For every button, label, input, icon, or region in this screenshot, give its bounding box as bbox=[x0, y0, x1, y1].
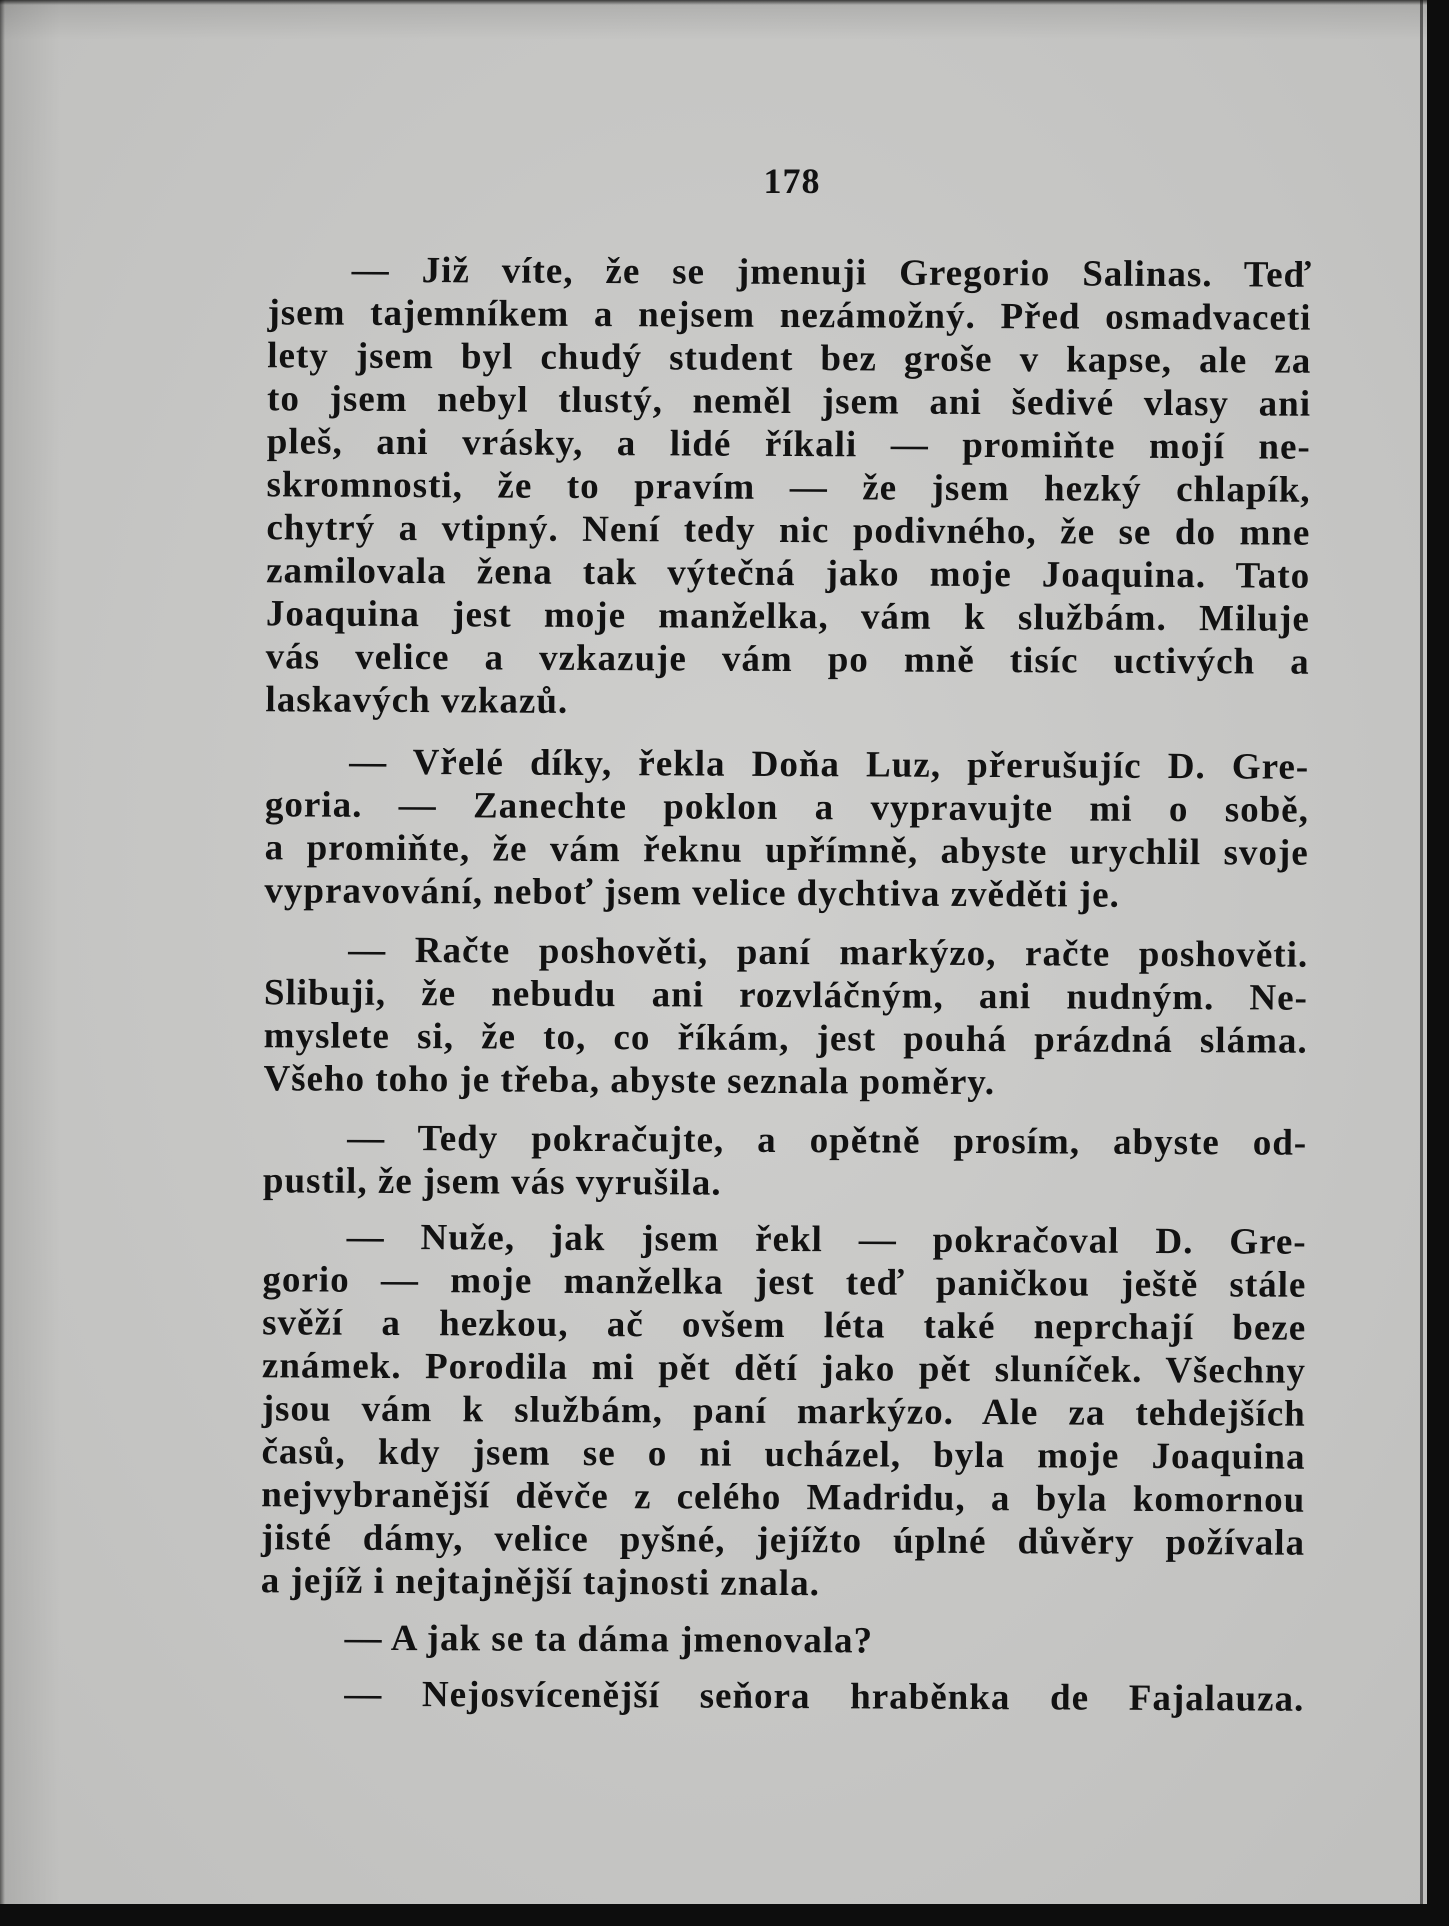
scan-edge-top bbox=[0, 0, 1449, 5]
text-line: a jejíž i nejtajnější tajnosti znala. bbox=[260, 1560, 820, 1605]
text-line: jsou vám k službám, paní markýzo. Ale za tehdejších bbox=[261, 1388, 1306, 1435]
text-line: jisté dámy, velice pyšné, jejížto úplné důvěry požívala bbox=[260, 1517, 1306, 1564]
paragraph bbox=[261, 1215, 1307, 1607]
text-line: pleš, ani vrásky, a lidé říkali — promiňte mojí ne- bbox=[266, 421, 1311, 468]
text-line: známek. Porodila mi pět dětí jako pět sluníček. Všechny bbox=[261, 1345, 1307, 1392]
paragraph bbox=[263, 1116, 1307, 1207]
text-line: — Vřelé díky, řekla Doňa Luz, přerušujíc D. Gre- bbox=[349, 741, 1310, 788]
paragraph bbox=[265, 248, 1311, 726]
paragraph bbox=[264, 740, 1309, 917]
text-line: Všeho toho je třeba, abyste seznala poměry. bbox=[263, 1058, 996, 1104]
body-text bbox=[260, 248, 1312, 1720]
text-line: — Račte poshověti, paní markýzo, račte poshověti. bbox=[348, 929, 1309, 976]
text-line: nejvybranější děvče z celého Madridu, a byla komornou bbox=[261, 1474, 1306, 1521]
page-number: 178 bbox=[763, 161, 821, 201]
text-line: zamilovala žena tak výtečná jako moje Joaquina. Tato bbox=[266, 550, 1311, 597]
text-line: goria. — Zanechte poklon a vypravujte mi o sobě, bbox=[264, 784, 1310, 831]
text-line: — Nuže, jak jsem řekl — pokračoval D. Gre- bbox=[346, 1216, 1307, 1263]
scan-edge-right bbox=[1427, 0, 1449, 1926]
text-line: — A jak se ta dáma jmenovala? bbox=[344, 1617, 874, 1662]
text-line: skromnosti, že to pravím — že jsem hezký chlapík, bbox=[266, 464, 1311, 511]
text-line: — Již víte, že se jmenuji Gregorio Salinas. Teď bbox=[351, 249, 1312, 296]
scan-edge-bottom bbox=[0, 1904, 1449, 1926]
text-line: a promiňte, že vám řeknu upřímně, abyste urychlil svoje bbox=[264, 827, 1309, 874]
paragraph bbox=[263, 928, 1308, 1105]
text-line: vás velice a vzkazuje vám po mně tisíc uctivých a bbox=[265, 636, 1310, 683]
text-line: to jsem nebyl tlustý, neměl jsem ani šedivé vlasy ani bbox=[266, 378, 1312, 425]
text-line: — Tedy pokračujte, a opětně prosím, abyste od- bbox=[347, 1117, 1308, 1164]
text-line: Joaquina jest moje manželka, vám k službám. Miluje bbox=[265, 593, 1311, 640]
text-line: — Nejosvícenější seňora hraběnka de Fajalauza. bbox=[344, 1673, 1305, 1720]
scan-edge-right-line bbox=[1420, 0, 1423, 1926]
text-line: myslete si, že to, co říkám, jest pouhá prázdná sláma. bbox=[263, 1015, 1308, 1062]
text-line: lety jsem byl chudý student bez groše v kapse, ale za bbox=[267, 335, 1312, 382]
text-line: časů, kdy jsem se o ni ucházel, byla moje Joaquina bbox=[261, 1431, 1306, 1478]
paragraph bbox=[260, 1616, 1304, 1664]
text-line: svěží a hezkou, ač ovšem léta také neprchají beze bbox=[262, 1302, 1307, 1349]
text-line: jsem tajemníkem a nejsem nezámožný. Před osmadvaceti bbox=[267, 292, 1312, 339]
scan-edge-left bbox=[0, 0, 5, 1926]
text-line: gorio — moje manželka jest teď paničkou ještě stále bbox=[262, 1259, 1307, 1306]
text-line: vypravování, neboť jsem velice dychtiva zvěděti je. bbox=[264, 870, 1120, 916]
text-line: laskavých vzkazů. bbox=[265, 679, 569, 722]
text-line: chytrý a vtipný. Není tedy nic podivného, že se do mne bbox=[266, 507, 1311, 554]
paragraph bbox=[260, 1672, 1304, 1720]
text-line: pustil, že jsem vás vyrušila. bbox=[262, 1160, 722, 1204]
text-line: Slibuji, že nebudu ani rozvláčným, ani nudným. Ne- bbox=[263, 972, 1309, 1019]
